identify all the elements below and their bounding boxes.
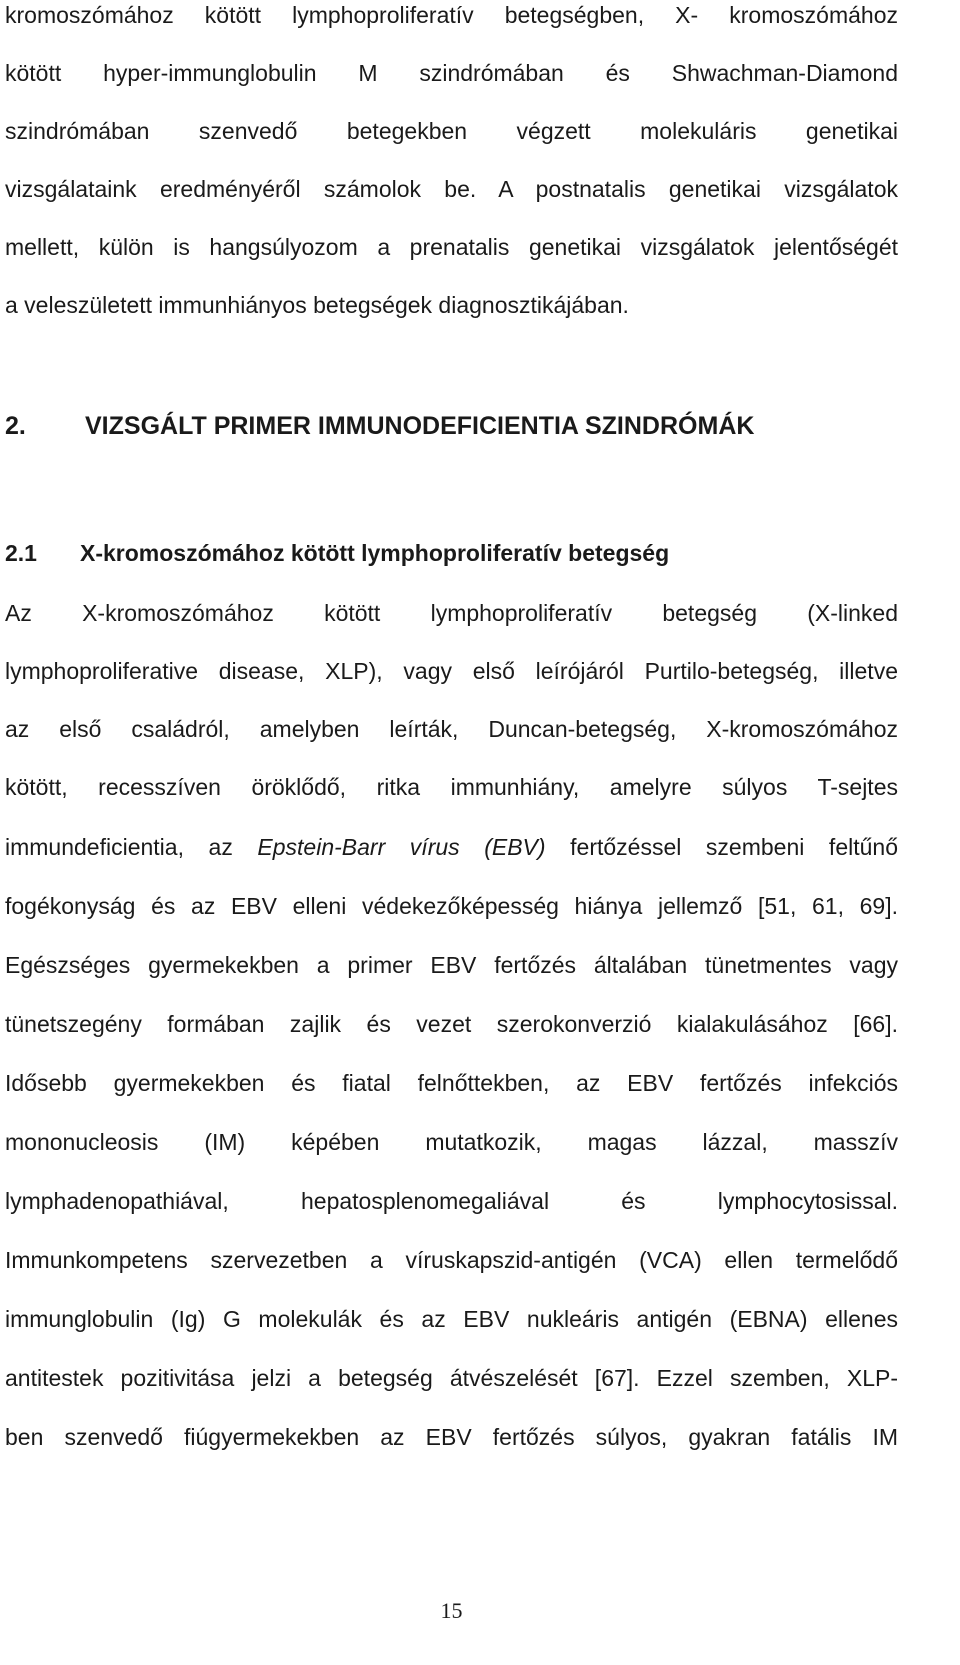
body-line-14: antitestek pozitivitása jelzi a betegség átvészelését [67]. Ezzel szemben, XLP-	[5, 1365, 898, 1391]
body-line-7: Egészséges gyermekekben a primer EBV fertőzés általában tünetmentes vagy	[5, 952, 898, 978]
intro-line-5: mellett, külön is hangsúlyozom a prenatalis genetikai vizsgálatok jelentőségét	[5, 234, 898, 260]
page-number: 15	[440, 1598, 463, 1623]
body-line-4: kötött, recesszíven öröklődő, ritka immunhiány, amelyre súlyos T-sejtes	[5, 774, 898, 800]
section-title: VIZSGÁLT PRIMER IMMUNODEFICIENTIA SZINDRÓMÁK	[85, 412, 755, 440]
subsection-heading	[5, 538, 669, 568]
intro-line-2: kötött hyper-immunglobulin M szindrómában és Shwachman-Diamond	[5, 60, 898, 86]
intro-line-1: kromoszómához kötött lymphoproliferatív betegségben, X- kromoszómához	[5, 2, 898, 28]
body-line-8: tünetszegény formában zajlik és vezet szerokonverzió kialakulásához [66].	[5, 1011, 898, 1037]
italic-term: Epstein-Barr vírus (EBV)	[257, 834, 546, 860]
subsection-title: X-kromoszómához kötött lymphoproliferatív betegség	[80, 540, 670, 566]
body-line-2: lymphoproliferative disease, XLP), vagy első leírójáról Purtilo-betegség, illetve	[5, 658, 898, 684]
subsection-number: 2.1	[5, 540, 37, 566]
body-line-11: lymphadenopathiával, hepatosplenomegaliával és lymphocytosissal.	[5, 1188, 898, 1214]
body-line-5	[5, 832, 898, 862]
body-line-10: mononucleosis (IM) képében mutatkozik, magas lázzal, masszív	[5, 1129, 898, 1155]
intro-line-4: vizsgálataink eredményéről számolok be. A postnatalis genetikai vizsgálatok	[5, 176, 898, 202]
body-line-3: az első családról, amelyben leírták, Duncan-betegség, X-kromoszómához	[5, 716, 898, 742]
intro-line-3: szindrómában szenvedő betegekben végzett molekuláris genetikai	[5, 118, 898, 144]
body-line-13: immunglobulin (Ig) G molekulák és az EBV nukleáris antigén (EBNA) ellenes	[5, 1306, 898, 1332]
body-line-6: fogékonyság és az EBV elleni védekezőképesség hiánya jellemző [51, 61, 69].	[5, 893, 898, 919]
body-line-1: Az X-kromoszómához kötött lymphoproliferatív betegség (X-linked	[5, 600, 898, 626]
intro-line-6: a veleszületett immunhiányos betegségek diagnosztikájában.	[5, 292, 629, 318]
section-heading	[5, 410, 754, 442]
body-line-9: Idősebb gyermekekben és fiatal felnőttekben, az EBV fertőzés infekciós	[5, 1070, 898, 1096]
section-number: 2.	[5, 412, 26, 440]
body-line-5-end: fertőzéssel szembeni feltűnő	[545, 834, 898, 860]
body-line-12: Immunkompetens szervezetben a víruskapszid-antigén (VCA) ellen termelődő	[5, 1247, 898, 1273]
body-line-15: ben szenvedő fiúgyermekekben az EBV fertőzés súlyos, gyakran fatális IM	[5, 1424, 898, 1450]
body-line-5-start: immundeficientia, az	[5, 834, 258, 860]
